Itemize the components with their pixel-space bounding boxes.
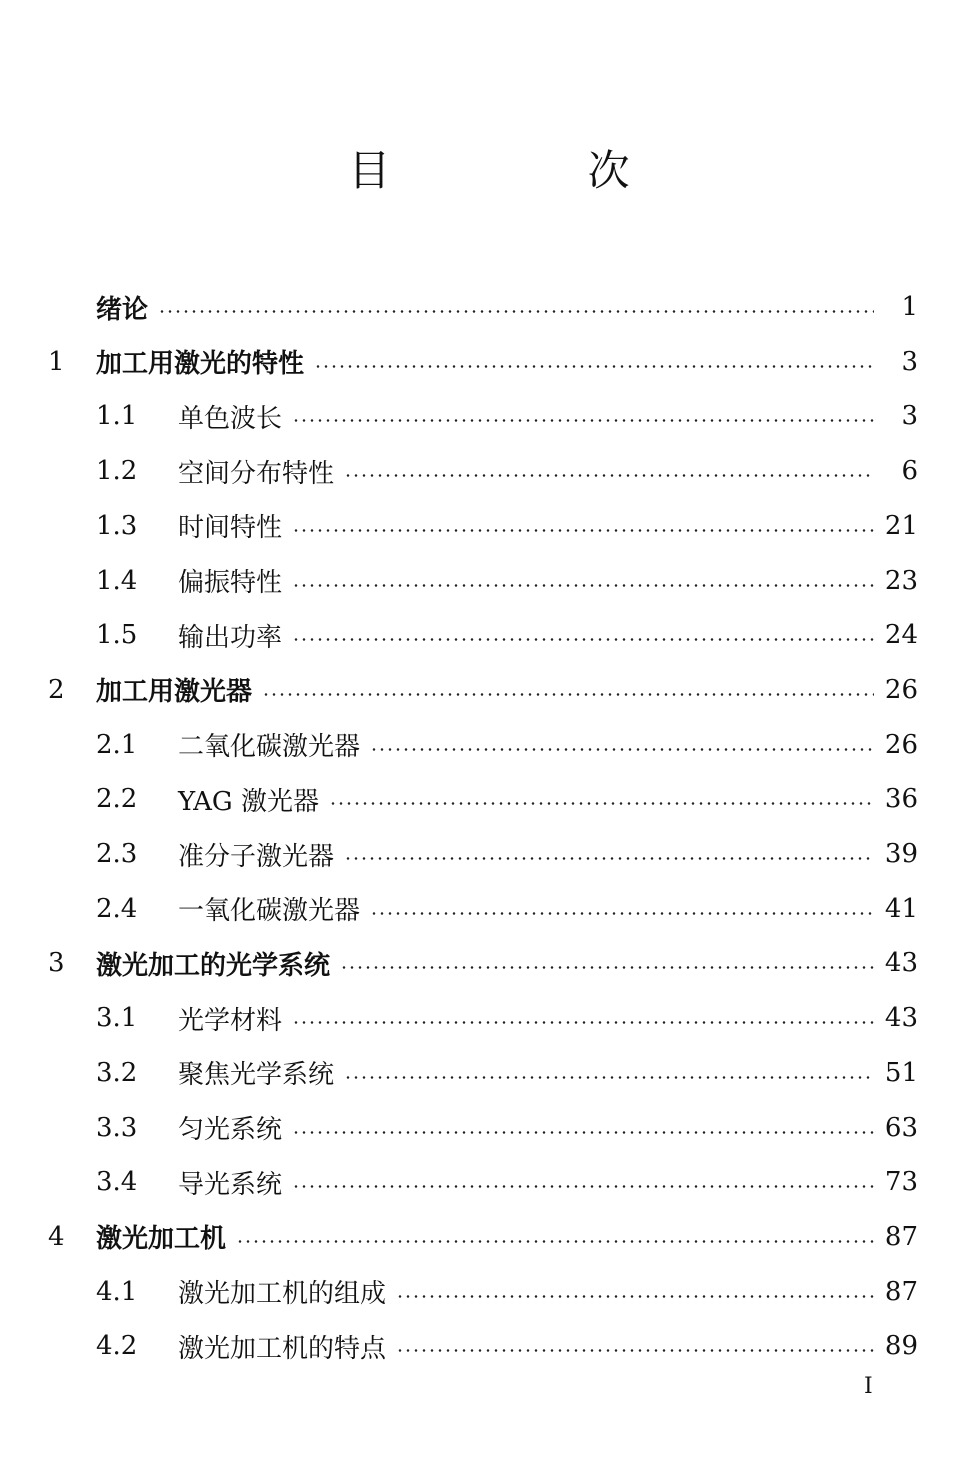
dot-leader <box>292 389 874 443</box>
dot-leader <box>236 1210 874 1264</box>
dot-leader <box>292 499 874 553</box>
dot-leader <box>370 882 874 936</box>
toc-entry-label: 准分子激光器 <box>178 841 335 872</box>
toc-entry-page: 63 <box>884 1112 918 1143</box>
dot-leader <box>344 827 874 881</box>
toc-entry[interactable] <box>96 608 918 662</box>
dot-leader <box>292 554 874 608</box>
toc-entry[interactable] <box>96 882 918 936</box>
dot-leader <box>158 280 874 334</box>
toc-entry-page: 87 <box>884 1276 918 1307</box>
toc-entry-label: 加工用激光器 <box>96 677 253 708</box>
toc-entry-label: 一氧化碳激光器 <box>178 896 361 927</box>
toc-entry-number: 2.1 <box>96 729 138 760</box>
toc-entry-label: 输出功率 <box>178 622 283 653</box>
toc-entry-label: 激光加工机的组成 <box>178 1279 387 1310</box>
toc-entry[interactable] <box>96 444 918 498</box>
toc-entry-number: 1.2 <box>96 456 138 487</box>
toc-entry[interactable] <box>96 389 918 443</box>
toc-entry-label: 光学材料 <box>178 1005 283 1036</box>
toc-entry[interactable] <box>96 1155 918 1209</box>
dot-leader <box>344 1046 874 1100</box>
toc-entry-page: 51 <box>884 1057 918 1088</box>
toc-entry-label: 绪论 <box>96 294 149 325</box>
toc-entry-page: 43 <box>884 1003 918 1034</box>
toc-entry-page: 21 <box>884 510 918 541</box>
toc-entry-label: YAG 激光器 <box>178 786 319 817</box>
toc-entry-page: 39 <box>884 839 918 869</box>
toc-entry[interactable] <box>96 1046 918 1100</box>
dot-leader <box>262 663 874 717</box>
toc-entry-label: 聚焦光学系统 <box>178 1060 335 1091</box>
dot-leader <box>344 444 874 498</box>
dot-leader <box>396 1265 874 1319</box>
toc-entry-number: 1 <box>48 346 65 377</box>
toc-entry[interactable] <box>96 1319 918 1373</box>
toc-entry[interactable] <box>96 1101 918 1155</box>
toc-entry-page: 24 <box>884 620 918 651</box>
dot-leader <box>292 1155 874 1209</box>
toc-entry-page: 23 <box>884 565 918 596</box>
toc-entry[interactable] <box>96 772 918 826</box>
toc-entry-label: 时间特性 <box>178 513 283 544</box>
dot-leader <box>329 772 874 826</box>
toc-entry-page: 73 <box>884 1167 918 1198</box>
toc-entry[interactable] <box>96 718 918 772</box>
toc-entry-number: 1.3 <box>96 510 138 541</box>
toc-entry[interactable] <box>48 663 918 717</box>
toc-entry[interactable] <box>96 554 918 608</box>
toc-entry-number: 4.1 <box>96 1276 138 1307</box>
toc-entry[interactable] <box>96 499 918 553</box>
toc-entry-page: 87 <box>884 1221 918 1252</box>
dot-leader <box>340 936 874 990</box>
toc-entry-page: 26 <box>884 674 918 705</box>
toc-entry-label: 匀光系统 <box>178 1115 283 1145</box>
toc-entry-number: 4 <box>48 1221 65 1252</box>
toc-entry-label: 激光加工机的特点 <box>178 1333 387 1364</box>
toc-entry-page: 36 <box>884 784 918 815</box>
toc-entry-number: 2 <box>48 674 65 705</box>
toc-entry-page: 3 <box>901 346 918 377</box>
toc-entry-page: 41 <box>884 893 918 924</box>
toc-entry-label: 导光系统 <box>178 1169 283 1200</box>
toc-entry-page: 6 <box>901 456 918 487</box>
toc-entry[interactable] <box>96 1265 918 1319</box>
toc-entry-number: 4.2 <box>96 1331 138 1362</box>
toc-entry-number: 3.4 <box>96 1167 138 1198</box>
page-marker: I <box>864 1374 873 1399</box>
toc-entry-number: 2.2 <box>96 784 138 815</box>
dot-leader <box>292 991 874 1045</box>
toc-entry-number: 3.2 <box>96 1057 138 1088</box>
toc-entry-number: 3 <box>48 948 65 979</box>
toc-entry-number: 1.1 <box>96 401 138 432</box>
page-title: 目 次 <box>348 146 722 195</box>
toc-entry[interactable] <box>96 280 918 334</box>
toc-entry-label: 激光加工的光学系统 <box>96 950 331 981</box>
toc-entry-label: 二氧化碳激光器 <box>178 732 361 763</box>
toc-entry[interactable] <box>48 936 918 990</box>
toc-entry-page: 1 <box>901 292 918 322</box>
toc-entry-label: 加工用激光的特性 <box>96 349 305 380</box>
toc-entry-number: 3.1 <box>96 1003 138 1034</box>
toc-entry[interactable] <box>96 827 918 881</box>
dot-leader <box>292 608 874 662</box>
dot-leader <box>314 335 874 389</box>
dot-leader <box>292 1101 874 1155</box>
toc-entry-page: 3 <box>901 401 918 432</box>
toc-entry-number: 1.5 <box>96 620 138 651</box>
toc-entry-label: 激光加工机 <box>96 1224 227 1255</box>
toc-entry-label: 偏振特性 <box>178 568 283 598</box>
toc-entry-number: 3.3 <box>96 1112 138 1143</box>
toc-entry-label: 空间分布特性 <box>178 458 335 489</box>
toc-entry[interactable] <box>48 335 918 389</box>
dot-leader <box>396 1319 874 1373</box>
toc-entry-number: 2.4 <box>96 893 138 924</box>
toc-entry-page: 43 <box>884 948 918 979</box>
toc-entry[interactable] <box>96 991 918 1045</box>
toc-entry-label: 单色波长 <box>178 403 283 434</box>
toc-entry-page: 26 <box>884 729 918 760</box>
toc-entry[interactable] <box>48 1210 918 1264</box>
dot-leader <box>370 718 874 772</box>
toc-entry-number: 2.3 <box>96 839 138 869</box>
toc-entry-page: 89 <box>884 1331 918 1362</box>
toc-entry-number: 1.4 <box>96 565 138 596</box>
